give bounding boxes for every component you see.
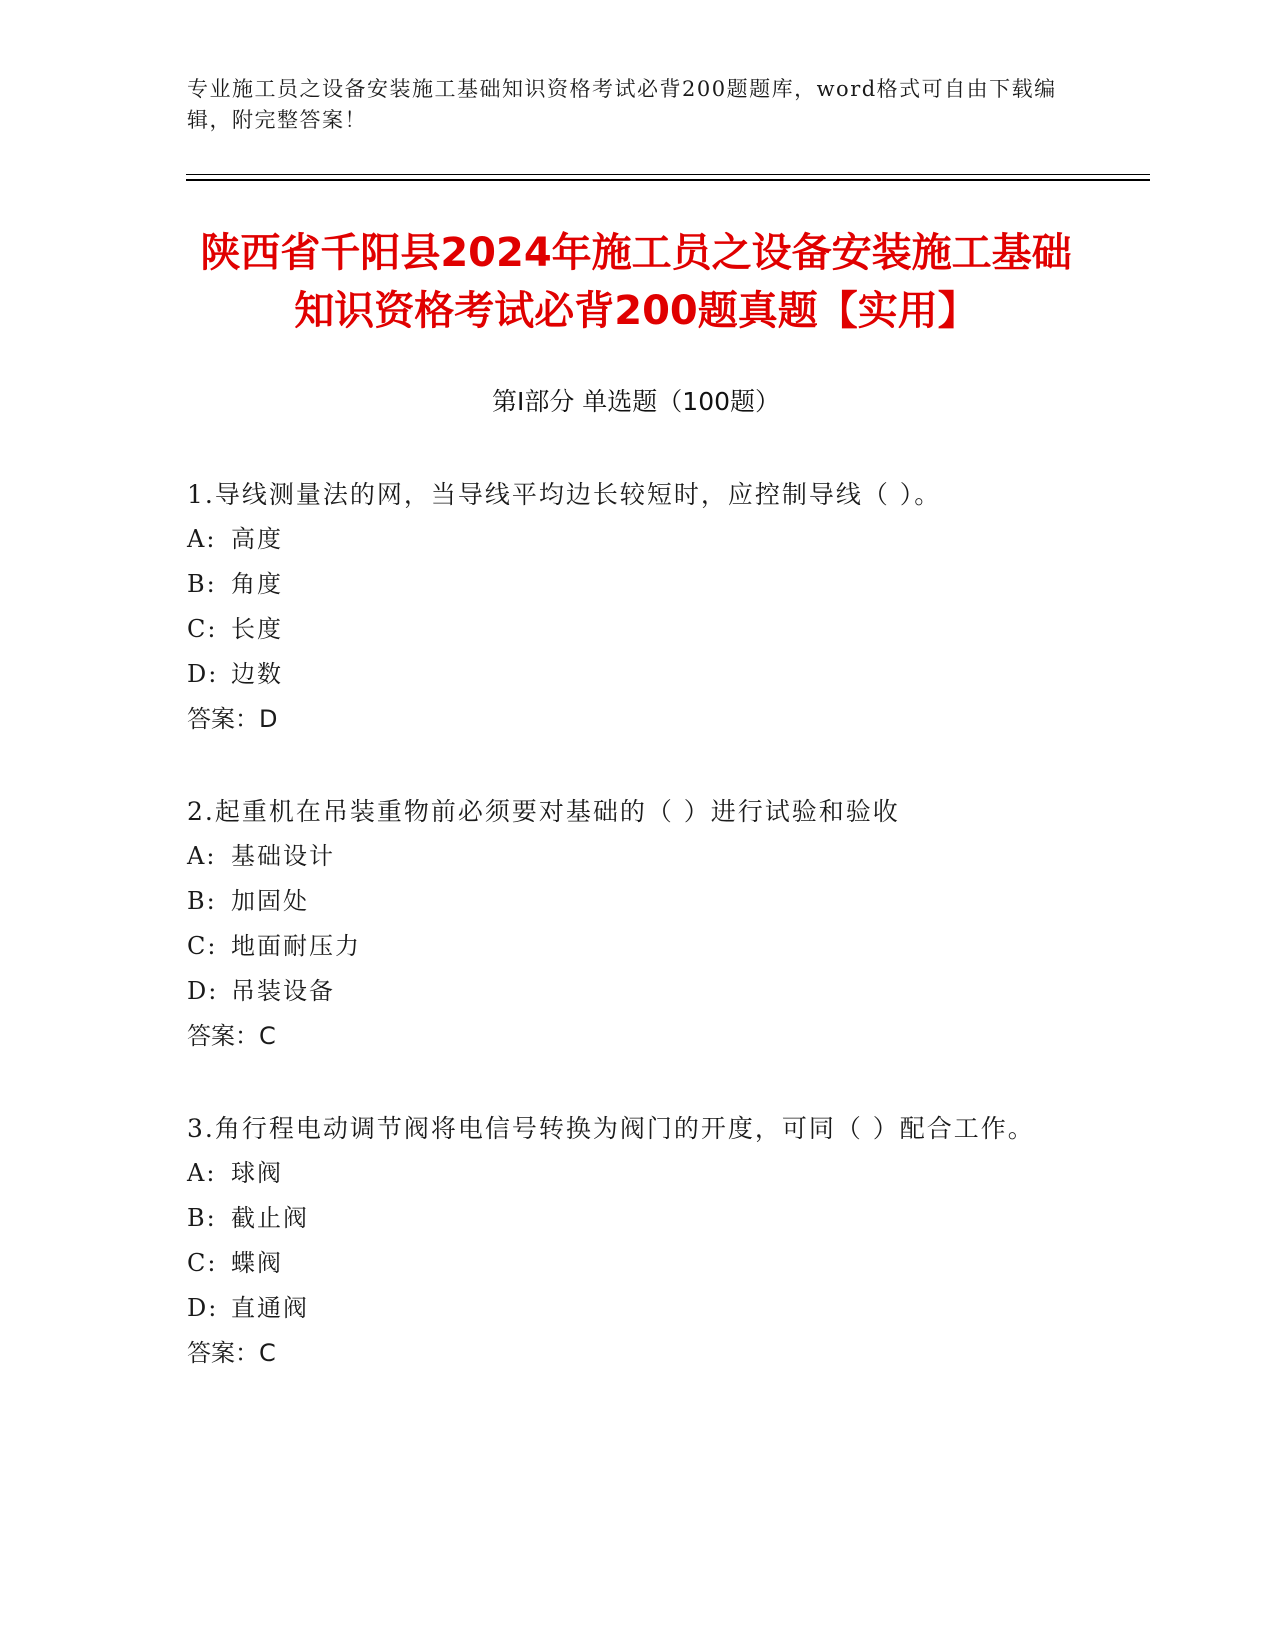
option-text: 地面耐压力 <box>231 932 361 960</box>
option-text: 高度 <box>231 525 283 553</box>
option-d <box>187 969 1087 1014</box>
option-letter: B: <box>187 1204 217 1232</box>
option-letter: B: <box>187 570 217 598</box>
option-letter: B: <box>187 887 217 915</box>
question-stem: 1.导线测量法的网，当导线平均边长较短时，应控制导线（ ）。 <box>187 480 942 509</box>
question-3 <box>187 1106 1087 1376</box>
option-a <box>187 834 1087 879</box>
section-title: 第Ⅰ部分 单选题（100题） <box>491 387 781 416</box>
option-letter: D: <box>187 660 219 688</box>
option-b <box>187 1196 1087 1241</box>
header-divider-thick <box>186 179 1150 181</box>
option-b <box>187 562 1087 607</box>
option-c <box>187 924 1087 969</box>
answer-line: 答案：C <box>187 1339 276 1367</box>
question-stem: 3.角行程电动调节阀将电信号转换为阀门的开度，可同（ ）配合工作。 <box>187 1114 1035 1143</box>
answer-line: 答案：D <box>187 705 278 733</box>
option-text: 直通阀 <box>231 1294 309 1322</box>
option-a <box>187 517 1087 562</box>
answer-line: 答案：C <box>187 1022 276 1050</box>
option-letter: A: <box>187 525 217 553</box>
option-text: 长度 <box>231 615 283 643</box>
header-divider-thin <box>186 174 1150 175</box>
option-text: 角度 <box>231 570 283 598</box>
option-text: 蝶阀 <box>231 1249 283 1277</box>
option-d <box>187 652 1087 697</box>
option-letter: C: <box>187 615 218 643</box>
option-text: 吊装设备 <box>231 977 335 1005</box>
option-a <box>187 1151 1087 1196</box>
question-list <box>187 472 1087 1423</box>
option-text: 截止阀 <box>231 1204 309 1232</box>
option-letter: A: <box>187 842 217 870</box>
question-stem: 2.起重机在吊装重物前必须要对基础的（ ）进行试验和验收 <box>187 797 900 826</box>
option-c <box>187 607 1087 652</box>
header-note: 专业施工员之设备安装施工基础知识资格考试必背200题题库，word格式可自由下载编辑，附完整答案！ <box>187 77 1057 132</box>
option-letter: C: <box>187 1249 218 1277</box>
option-d <box>187 1286 1087 1331</box>
option-text: 基础设计 <box>231 842 335 870</box>
question-2 <box>187 789 1087 1059</box>
document-title: 陕西省千阳县2024年施工员之设备安装施工基础知识资格考试必背200题真题【实用】 <box>200 230 1072 334</box>
option-text: 加固处 <box>231 887 309 915</box>
option-letter: A: <box>187 1159 217 1187</box>
option-c <box>187 1241 1087 1286</box>
option-b <box>187 879 1087 924</box>
option-text: 球阀 <box>231 1159 283 1187</box>
option-letter: C: <box>187 932 218 960</box>
option-letter: D: <box>187 1294 219 1322</box>
option-text: 边数 <box>231 660 283 688</box>
question-1 <box>187 472 1087 742</box>
option-letter: D: <box>187 977 219 1005</box>
